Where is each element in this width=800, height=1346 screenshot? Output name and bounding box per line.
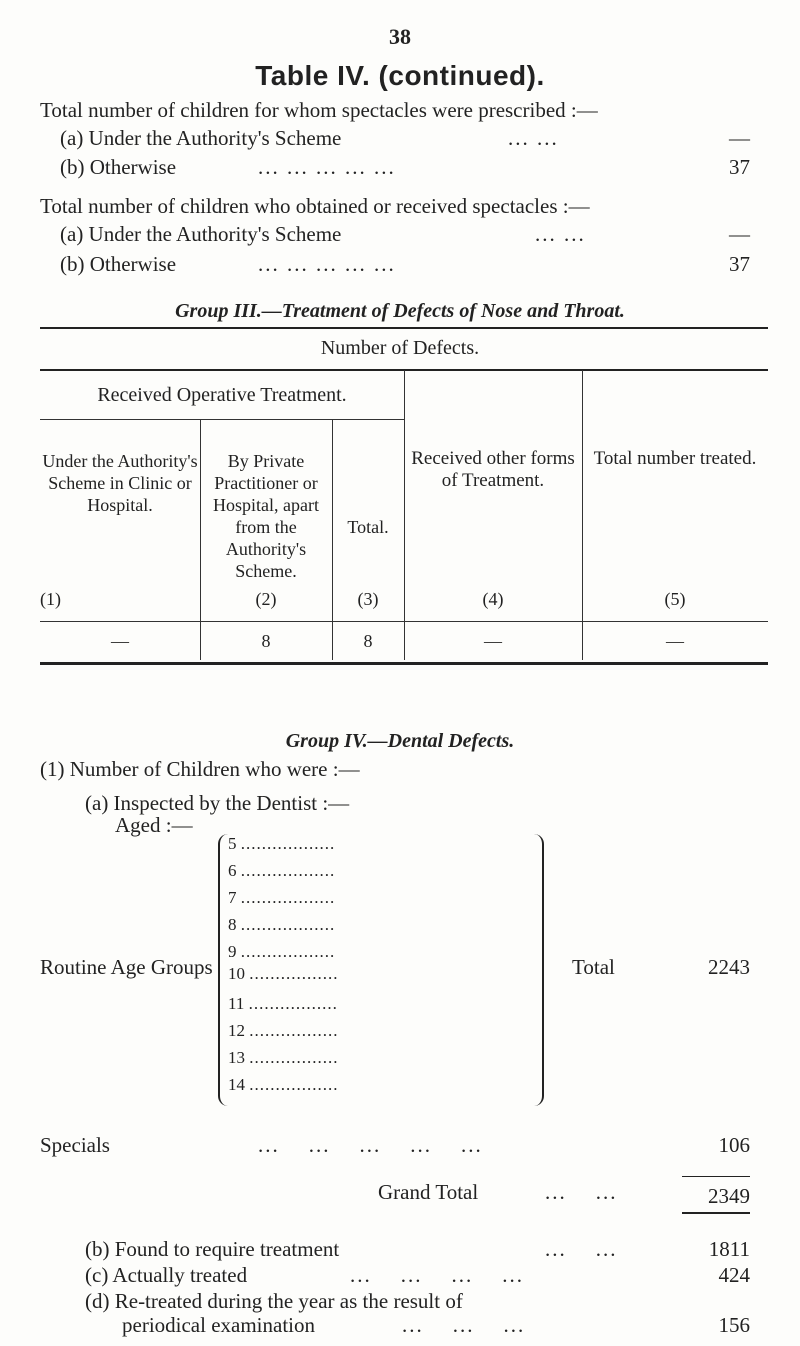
age-6: 6 .................. <box>228 861 336 880</box>
age-12: 12 ................. <box>228 1021 339 1040</box>
col4-num: (4) <box>482 589 504 609</box>
col2-value: 8 <box>261 631 271 651</box>
routine-label: Routine Age Groups <box>40 955 213 979</box>
age-5: 5 .................. <box>228 834 336 853</box>
row-b-value: 1811 <box>708 1237 750 1261</box>
received-operative: Received Operative Treatment. <box>97 384 347 406</box>
row-c-value: 424 <box>718 1263 750 1287</box>
specials-dots: ... ... ... ... ... <box>258 1133 483 1157</box>
row-c-label: (c) Actually treated <box>85 1263 248 1287</box>
col4-header: Received other forms of Treatment. <box>411 448 575 491</box>
prescribed-b-value: 37 <box>729 155 750 179</box>
age-7: 7 .................. <box>228 888 336 907</box>
row-b-label: (b) Found to require treatment <box>85 1237 340 1261</box>
obtained-b-label: (b) Otherwise <box>60 252 177 276</box>
row-d-dots: ... ... ... <box>402 1313 526 1337</box>
col-divider-total <box>332 420 333 660</box>
right-brace <box>532 834 544 1106</box>
age-11: 11 ................. <box>228 994 338 1013</box>
row-d-value: 156 <box>718 1313 750 1337</box>
col2-num: (2) <box>255 589 277 609</box>
row-d-label: (d) Re-treated during the year as the result of <box>85 1289 463 1313</box>
age-14: 14 ................. <box>228 1075 339 1094</box>
row-b-dots: ... ... <box>545 1237 618 1261</box>
obtained-a-dots: ... ... <box>535 222 586 246</box>
obtained-a-value: — <box>729 222 750 246</box>
specials-value: 106 <box>718 1133 750 1157</box>
grand-total-label: Grand Total <box>378 1180 479 1204</box>
operative-underline <box>40 419 404 420</box>
total-value: 2243 <box>708 955 750 979</box>
obtained-a-label: (a) Under the Authority's Scheme <box>60 222 342 246</box>
group3-top-rule <box>40 327 768 329</box>
col-divider-2 <box>404 370 405 660</box>
page-number: 38 <box>389 24 411 49</box>
prescribed-b-label: (b) Otherwise <box>60 155 177 179</box>
age-9: 9 .................. <box>228 942 336 961</box>
group4-heading: Group IV.—Dental Defects. <box>285 730 515 752</box>
age-10: 10 ................. <box>228 964 339 983</box>
prescribed-a-value: — <box>729 126 750 150</box>
prescribed-a-label: (a) Under the Authority's Scheme <box>60 126 342 150</box>
col5-header: Total number treated. <box>593 448 757 469</box>
col2-header: By Private Practitioner or Hospital, apart from the Authority's Scheme. <box>213 451 319 581</box>
col4-value: — <box>484 631 502 651</box>
table-title: Table IV. (continued). <box>255 60 545 91</box>
prescribed-b-dots: ... ... ... ... ... <box>258 155 396 179</box>
grand-total-rule-top <box>682 1176 750 1177</box>
grand-total-dots: ... ... <box>545 1180 618 1204</box>
col3-num: (3) <box>357 589 379 609</box>
group4-item1: (1) Number of Children who were :— <box>40 757 360 781</box>
col1-header: Under the Authority's Scheme in Clinic or Hospital. <box>42 451 198 515</box>
row-c-dots: ... ... ... ... <box>350 1263 524 1287</box>
col3-value: 8 <box>363 631 373 651</box>
obtained-heading: Total number of children who obtained or received spectacles :— <box>40 194 590 218</box>
aged-label: Aged :— <box>115 813 193 837</box>
grand-total-rule-bottom <box>682 1212 750 1214</box>
prescribed-a-dots: ... ... <box>508 126 559 150</box>
group3-heading: Group III.—Treatment of Defects of Nose and Throat. <box>175 300 625 322</box>
obtained-b-value: 37 <box>729 252 750 276</box>
grand-total-value: 2349 <box>708 1184 750 1208</box>
prescribed-heading: Total number of children for whom spectacles were prescribed :— <box>40 98 598 122</box>
specials-label: Specials <box>40 1133 110 1157</box>
col1-num: (1) <box>40 589 61 609</box>
col-divider-3 <box>582 370 583 660</box>
col1-value: — <box>111 631 129 651</box>
obtained-b-dots: ... ... ... ... ... <box>258 252 396 276</box>
age-13: 13 ................. <box>228 1048 339 1067</box>
values-rule <box>40 621 768 622</box>
number-of-defects: Number of Defects. <box>320 337 480 359</box>
row-d-label-2: periodical examination <box>122 1313 316 1337</box>
group3-bottom-rule <box>40 662 768 665</box>
col5-value: — <box>666 631 684 651</box>
age-8: 8 .................. <box>228 915 336 934</box>
col3-header: Total. <box>347 517 389 537</box>
total-label: Total <box>572 955 615 979</box>
group4-item-a: (a) Inspected by the Dentist :— <box>85 791 350 815</box>
col5-num: (5) <box>664 589 686 609</box>
